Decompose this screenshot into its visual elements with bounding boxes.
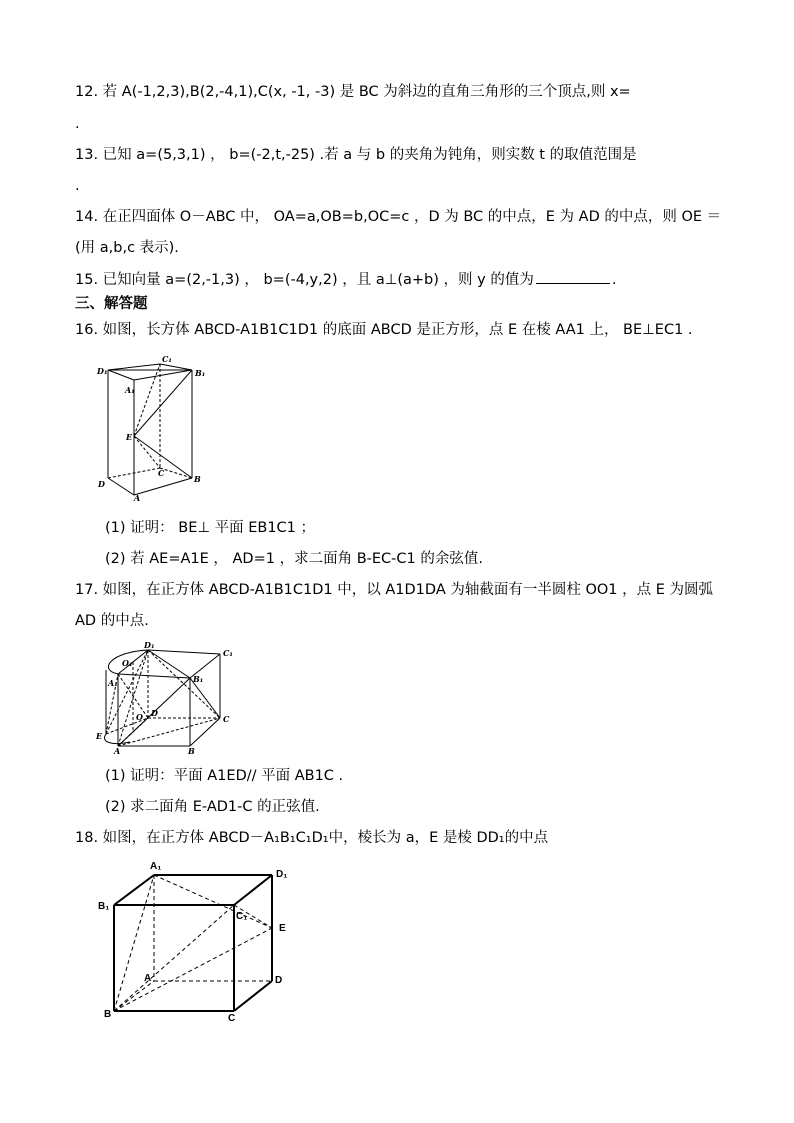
label-o: O [136,712,143,722]
segment-b-c1-hidden [114,905,234,1011]
label-c1: C₁ [236,911,248,922]
question-12-dot [75,114,80,134]
label-b1: B₁ [195,368,206,378]
label-d: D [151,708,158,718]
label-o1: O₁ [122,658,133,668]
question-13-text: 13. 已知 a=(5,3,1) ， b=(-2,t,-25) .若 a 与 b 的夹角为钝角，则实数 t 的取值范围是 [75,147,637,163]
figure-17 [92,642,242,754]
segment-b1-c [190,678,220,718]
label-c: C [158,468,165,478]
edge-a-b [134,478,192,495]
label-a1: A₁ [150,861,162,872]
question-18 [75,828,548,848]
question-17 [75,580,713,600]
label-c1: C₁ [162,354,172,364]
figure-16-svg [92,350,222,502]
question-16-part1 [105,518,315,538]
label-d1: D₁ [276,869,288,880]
question-16-text: 16. 如图，长方体 ABCD-A1B1C1D1 的底面 ABCD 是正方形，点 E 在棱 AA1 上， BE⊥EC1 . [75,322,693,338]
label-b1: B₁ [98,901,110,912]
label-e: E [126,432,133,442]
label-a1: A₁ [108,678,118,688]
question-13 [75,145,637,165]
label-d1: D₁ [144,642,155,650]
edge-a1-b1 [118,674,190,678]
question-18-text: 18. 如图，在正方体 ABCD－A₁B₁C₁D₁中，棱长为 a，E 是棱 DD₁的中点 [75,830,549,846]
question-14-text: 14. 在正四面体 O－ABC 中， OA=a,OB=b,OC=c ，D 为 BC 的中点，E 为 AD 的中点，则 OE ＝ [75,209,722,225]
edge-c-b-hidden [160,468,192,478]
figure-17-svg [92,642,242,754]
segment-e-b1 [134,370,192,436]
question-17-part1 [105,766,343,786]
edge-d1-a1-back [108,370,134,380]
question-13-dot [75,176,80,196]
label-b: B [188,746,195,754]
label-a: A [134,493,141,502]
question-17-part2-text: (2) 求二面角 E-AD1-C 的正弦值. [105,799,320,815]
label-a: A [144,973,152,984]
label-b: B [194,474,201,484]
segment-e-c1-hidden [134,364,160,436]
label-c: C [228,1013,236,1024]
label-d: D [98,479,105,489]
question-16-part1-text: (1) 证明： BE⊥ 平面 EB1C1 ； [105,520,316,536]
label-e: E [96,731,103,741]
section-heading-text: 三、解答题 [75,296,148,312]
question-17-part2 [105,797,320,817]
segment-a1-d-hidden [118,674,148,718]
edge-b-a-hidden [114,981,154,1011]
question-14-cont [75,238,179,258]
edge-c-d [234,981,272,1011]
question-16-part2-text: (2) 若 AE=A1E ， AD=1 ，求二面角 B-EC-C1 的余弦值. [105,551,483,567]
label-a1: A₁ [125,385,135,395]
edge-d1-c1 [234,875,272,905]
section-heading [75,294,148,314]
question-17-cont-text: AD 的中点. [75,613,149,629]
edge-c1-b1 [160,364,192,370]
label-e: E [279,923,286,934]
edge-d-a [108,478,134,495]
question-12 [75,82,631,102]
edge-d1-c1 [108,364,160,370]
question-15 [75,269,616,290]
segment-a1-e-hidden [154,875,272,928]
question-17-text: 17. 如图，在正方体 ABCD-A1B1C1D1 中，以 A1D1DA 为轴截面有一半圆柱 OO1 ，点 E 为圆弧 [75,582,713,598]
label-b: B [104,1009,112,1020]
answer-blank-dot: . [75,178,80,194]
question-14 [75,207,721,227]
question-14-cont-text: (用 a,b,c 表示). [75,240,179,256]
label-c: C [223,714,230,724]
label-c1: C₁ [223,648,233,658]
label-d: D [275,975,283,986]
figure-16 [92,350,222,502]
segment-b-a1-hidden [114,875,154,1011]
answer-blank [536,269,610,284]
edge-a1-b1 [114,875,154,905]
figure-18-svg [92,855,307,1025]
question-12-text: 12. 若 A(-1,2,3),B(2,-4,1),C(x, -1, -3) 是 BC 为斜边的直角三角形的三个顶点,则 x= [75,84,631,100]
question-16-part2 [105,549,483,569]
question-17-part1-text: (1) 证明：平面 A1ED// 平面 AB1C . [105,768,344,784]
label-a: A [114,746,121,754]
answer-blank-dot: . [75,116,80,132]
label-b1: B₁ [193,674,204,684]
question-17-cont [75,611,149,631]
question-16 [75,320,693,340]
question-15-text: 15. 已知向量 a=(2,-1,3) ， b=(-4,y,2) ，且 a⊥(a+b) ，则 y 的值为 [75,272,534,288]
question-15-end: . [611,272,617,288]
edge-d1-c1 [148,650,220,654]
label-d1: D₁ [97,366,108,376]
figure-18 [92,855,307,1025]
edge-a1-b1 [134,370,192,380]
segment-d1-b1 [148,650,190,678]
